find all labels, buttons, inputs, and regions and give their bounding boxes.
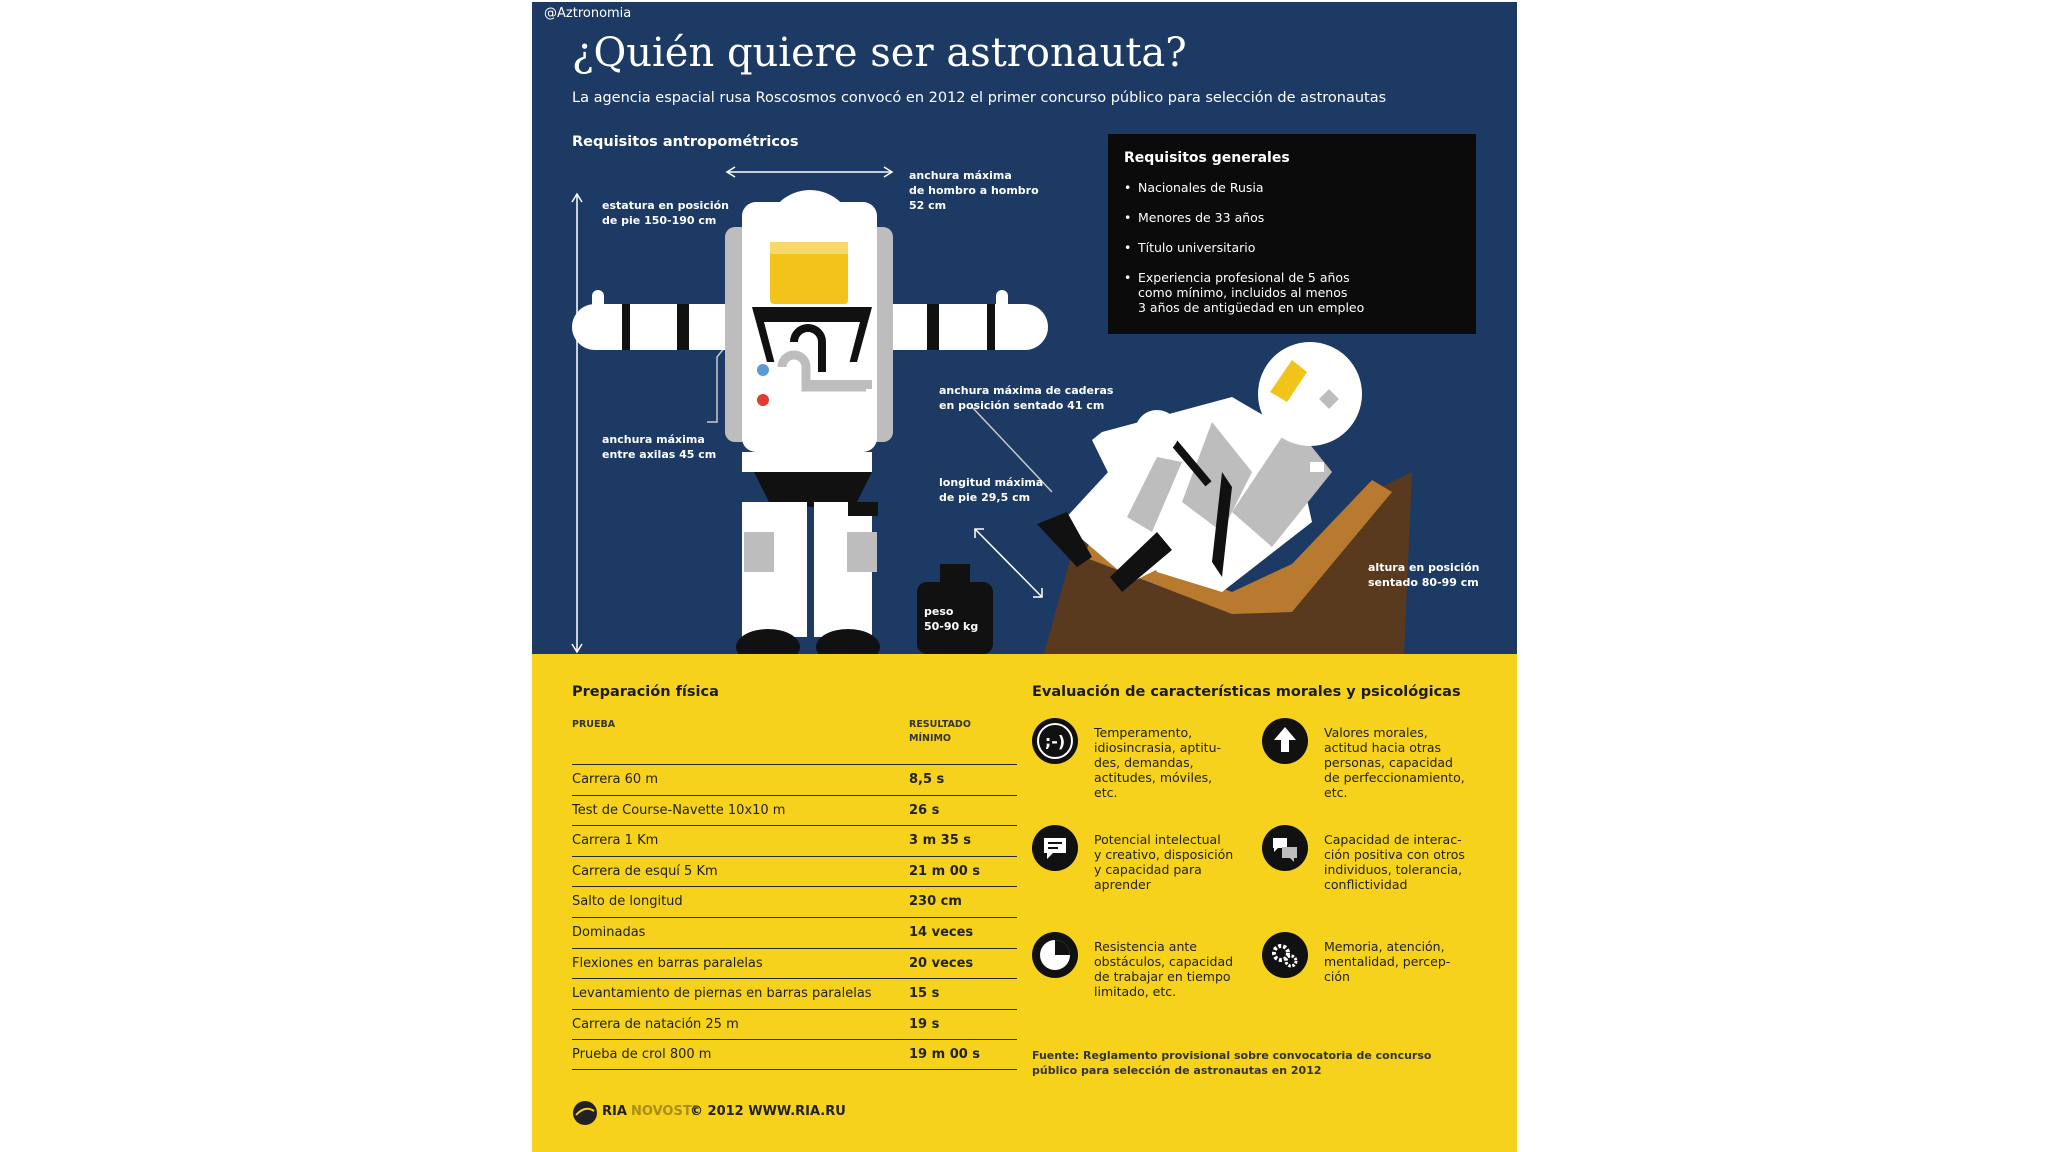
test-name: Carrera de natación 25 m bbox=[572, 1016, 739, 1032]
test-result: 21 m 00 s bbox=[909, 863, 981, 879]
list-item: • Menores de 33 años bbox=[1122, 210, 1364, 225]
test-result: 15 s bbox=[909, 986, 940, 1002]
psych-text: Potencial intelectual y creativo, disposición y capacidad para aprender bbox=[1094, 831, 1234, 892]
label-height-seated: altura en posición sentado 80-99 cm bbox=[1368, 561, 1480, 589]
test-name: Carrera 60 m bbox=[572, 772, 658, 787]
table-row bbox=[572, 856, 1017, 887]
psychological-heading: Evaluación de características morales y psicológicas bbox=[1032, 684, 1461, 700]
gears-icon bbox=[1262, 932, 1308, 978]
label-shoulder-width: anchura máxima de hombro a hombro 52 cm bbox=[909, 169, 1039, 212]
anthropometric-heading: Requisitos antropométricos bbox=[572, 134, 799, 150]
test-result: 19 m 00 s bbox=[909, 1047, 981, 1063]
label-foot-length: longitud máxima de pie 29,5 cm bbox=[939, 476, 1044, 504]
psych-text: Memoria, atención, mentalidad, percep- ción bbox=[1324, 938, 1451, 984]
label-height-standing: estatura en posición de pie 150-190 cm bbox=[602, 199, 730, 227]
test-result: 14 veces bbox=[909, 924, 974, 940]
test-result: 26 s bbox=[909, 802, 940, 818]
label-weight: peso 50-90 kg bbox=[924, 605, 979, 633]
table-row bbox=[572, 825, 1017, 856]
general-requirements-heading: Requisitos generales bbox=[1124, 150, 1290, 166]
table-row bbox=[572, 764, 1017, 795]
svg-text:;-): ;-) bbox=[1044, 732, 1066, 751]
infographic bbox=[532, 2, 1517, 1152]
page-subtitle: La agencia espacial rusa Roscosmos convocó en 2012 el primer concurso público para selección de astronautas bbox=[572, 90, 1387, 106]
test-result: 230 cm bbox=[909, 894, 962, 910]
test-name: Flexiones en barras paralelas bbox=[572, 955, 763, 971]
psych-text: Resistencia ante obstáculos, capacidad de trabajar en tiempo limitado, etc. bbox=[1094, 938, 1234, 999]
table-body bbox=[572, 764, 1017, 1070]
test-name: Carrera de esquí 5 Km bbox=[572, 863, 718, 879]
source-note: Fuente: Reglamento provisional sobre convocatoria de concurso público para selección de astronautas en 2012 bbox=[1032, 1049, 1432, 1077]
preparation-section bbox=[532, 654, 1517, 1152]
column-header-result: RESULTADO MÍNIMO bbox=[909, 719, 971, 744]
list-item: • Nacionales de Rusia bbox=[1122, 180, 1364, 195]
test-name: Salto de longitud bbox=[572, 894, 683, 910]
psych-text: Temperamento, idiosincrasia, aptitu- des, demandas, actitudes, móviles, etc. bbox=[1094, 724, 1222, 800]
page-title: ¿Quién quiere ser astronauta? bbox=[572, 30, 1187, 76]
general-requirements-box bbox=[1108, 134, 1476, 334]
emoticon-wink-icon bbox=[1032, 718, 1078, 764]
logo-novosti-text: NOVOSTI bbox=[631, 1104, 697, 1119]
column-header-test: PRUEBA bbox=[572, 719, 616, 730]
table-row bbox=[572, 886, 1017, 917]
chat-bubbles-icon bbox=[1262, 825, 1308, 871]
table-row bbox=[572, 917, 1017, 948]
table-row bbox=[572, 978, 1017, 1009]
label-hip-width-seated: anchura máxima de caderas en posición sentado 41 cm bbox=[939, 384, 1114, 412]
test-name: Prueba de crol 800 m bbox=[572, 1047, 712, 1063]
anthropometric-section bbox=[532, 2, 1517, 654]
label-armpit-width: anchura máxima entre axilas 45 cm bbox=[602, 433, 717, 461]
clock-icon bbox=[1032, 932, 1078, 978]
general-requirements-list bbox=[1122, 180, 1364, 330]
arrow-up-icon bbox=[1262, 718, 1308, 764]
test-name: Test de Course-Navette 10x10 m bbox=[572, 802, 786, 818]
author-handle: @Aztronomia bbox=[544, 6, 632, 21]
test-name: Dominadas bbox=[572, 924, 646, 940]
copyright-text: © 2012 WWW.RIA.RU bbox=[690, 1104, 846, 1119]
test-name: Carrera 1 Km bbox=[572, 833, 659, 849]
test-result: 8,5 s bbox=[909, 772, 945, 787]
table-row bbox=[572, 948, 1017, 979]
logo-ria-text: RIA bbox=[602, 1104, 627, 1119]
test-name: Levantamiento de piernas en barras paralelas bbox=[572, 986, 872, 1002]
table-row bbox=[572, 795, 1017, 826]
list-item: • Experiencia profesional de 5 años como mínimo, incluidos al menos 3 años de antigüedad en un empleo bbox=[1122, 270, 1364, 315]
test-result: 3 m 35 s bbox=[909, 833, 971, 849]
ria-logo-icon bbox=[572, 1100, 598, 1126]
list-item: • Título universitario bbox=[1122, 240, 1364, 255]
test-result: 19 s bbox=[909, 1016, 940, 1032]
speech-bubble-icon bbox=[1032, 825, 1078, 871]
test-result: 20 veces bbox=[909, 955, 974, 971]
psych-text: Valores morales, actitud hacia otras personas, capacidad de perfeccionamiento, etc. bbox=[1324, 724, 1465, 800]
table-row bbox=[572, 1039, 1017, 1070]
table-row bbox=[572, 1009, 1017, 1040]
psych-text: Capacidad de interac- ción positiva con otros individuos, tolerancia, conflictividad bbox=[1324, 831, 1465, 892]
physical-heading: Preparación física bbox=[572, 684, 719, 700]
